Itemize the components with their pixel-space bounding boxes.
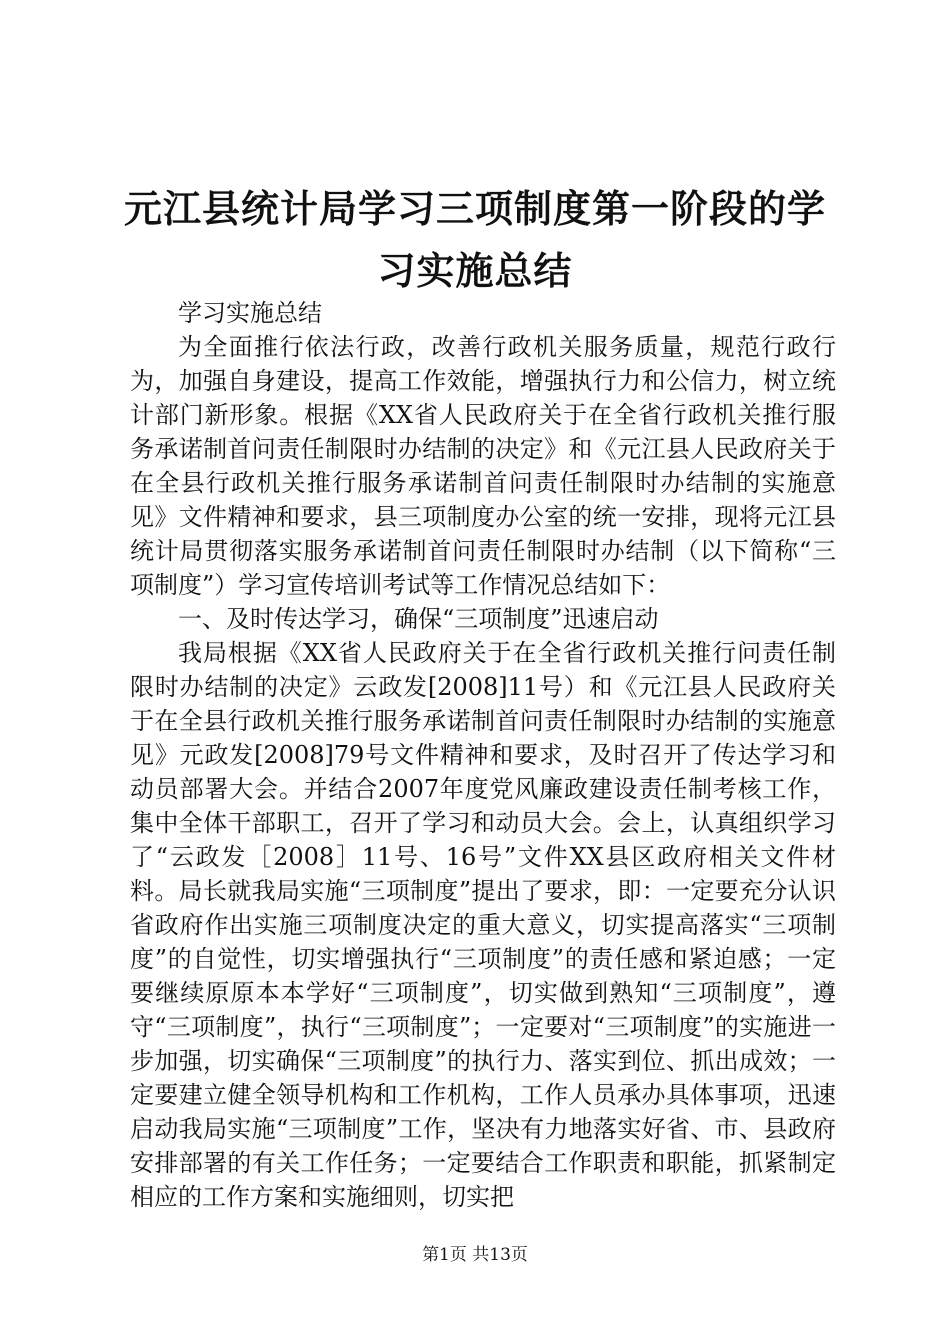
intro-paragraph: 为全面推行依法行政，改善行政机关服务质量，规范行政行为，加强自身建设，提高工作效能，增强执行力和公信力，树立统计部门新形象。根据《XX省人民政府关于在全省行政机关推行服务承诺制首问责任制限时办结制的决定》和《元江县人民政府关于在全县行政机关推行服务承诺制首问责任制限时办结制的实施意见》文件精神和要求，县三项制度办公室的统一安排，现将元江县统计局贯彻落实服务承诺制首问责任制限时办结制（以下简称“三项制度”）学习宣传培训考试等工作情况总结如下： <box>130 333 836 599</box>
page-number-footer: 第1页 共13页 <box>422 1245 528 1265</box>
section-heading: 学习实施总结 <box>178 299 322 327</box>
document-title: 元江县统计局学习三项制度第一阶段的学习实施总结 <box>123 186 826 293</box>
section-heading: 一、及时传达学习，确保“三项制度”迅速启动 <box>178 605 659 633</box>
document-body <box>130 296 836 1214</box>
body-paragraph: 我局根据《XX省人民政府关于在全省行政机关推行问责任制限时办结制的决定》云政发[2008]11号）和《元江县人民政府关于在全县行政机关推行服务承诺制首问责任制限时办结制的实施意见》元政发[2008]79号文件精神和要求，及时召开了传达学习和动员部署大会。并结合2007年度党风廉政建设责任制考核工作，集中全体干部职工，召开了学习和动员大会。会上，认真组织学习了“云政发［2008］11号、16号”文件XX县区政府相关文件材料。局长就我局实施“三项制度”提出了要求，即：一定要充分认识省政府作出实施三项制度决定的重大意义，切实提高落实“三项制度”的自觉性，切实增强执行“三项制度”的责任感和紧迫感；一定要继续原原本本学好“三项制度”，切实做到熟知“三项制度”，遵守“三项制度”，执行“三项制度”；一定要对“三项制度”的实施进一步加强，切实确保“三项制度”的执行力、落实到位、抓出成效；一定要建立健全领导机构和工作机构，工作人员承办具体事项，迅速启动我局实施“三项制度”工作，坚决有力地落实好省、市、县政府安排部署的有关工作任务；一定要结合工作职责和职能，抓紧制定相应的工作方案和实施细则，切实把 <box>130 639 836 1211</box>
